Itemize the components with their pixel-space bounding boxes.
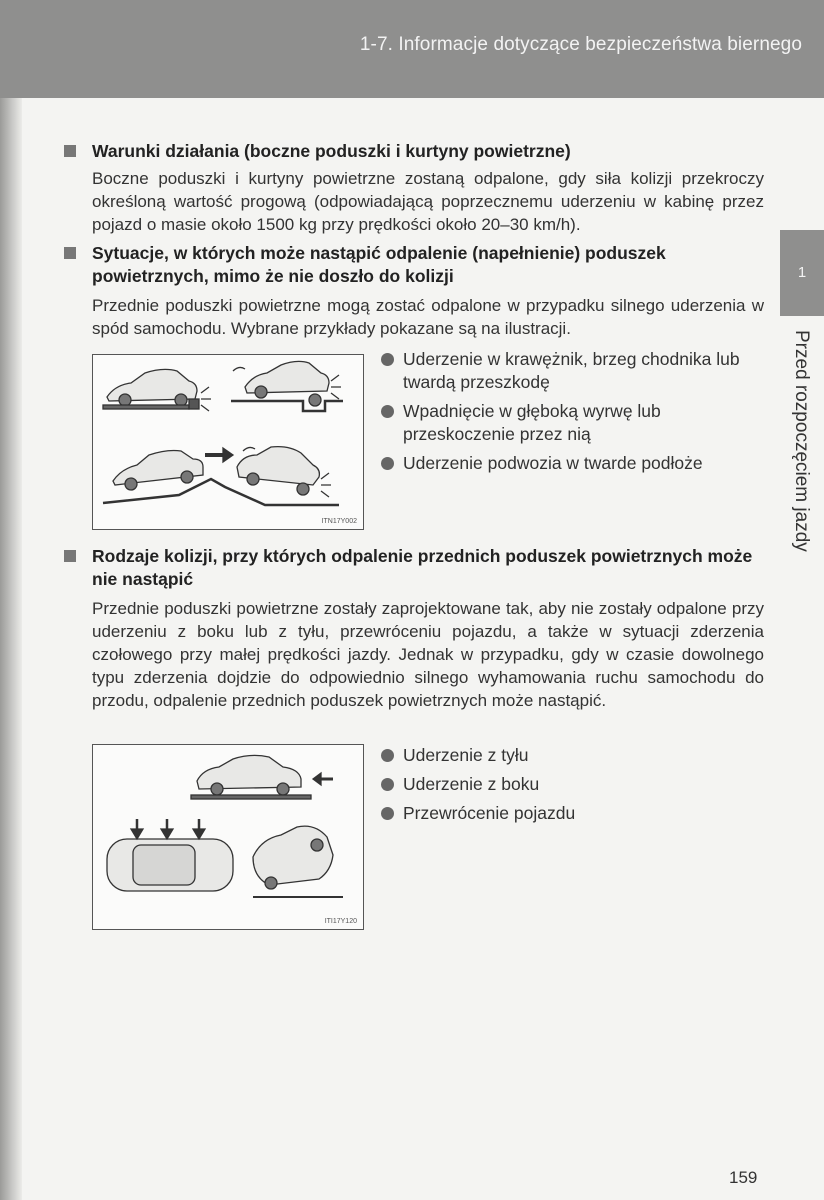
figure-code: ITN17Y002 [321, 518, 357, 525]
illustration-collision-types [92, 744, 364, 930]
round-bullet-icon [381, 405, 394, 418]
list-item: Uderzenie z tyłu [381, 744, 766, 767]
list-item: Uderzenie podwozia w twarde podłoże [381, 452, 766, 475]
page-header [0, 0, 824, 98]
section-body: Przednie poduszki powietrzne mogą zostać odpalone w przypadku silnego uderzenia w spód samochodu. Wybrane przykłady pokazane są na ilustracji. [92, 296, 764, 338]
section-no-deploy-collisions [64, 545, 764, 712]
round-bullet-icon [381, 749, 394, 762]
collision-types-illustration [93, 745, 363, 929]
square-bullet-icon [64, 550, 76, 562]
section-body: Boczne poduszki i kurtyny powietrzne zostaną odpalone, gdy siła kolizji przekroczy określoną wartość progową (odpowiadającą poprzecznemu uderzeniu w kabinę przez pojazd o masie około 1500 kg przy prędkości około 20–30 km/h). [92, 169, 764, 234]
round-bullet-icon [381, 457, 394, 470]
list-item: Uderzenie z boku [381, 773, 766, 796]
page-number: 159 [729, 1168, 758, 1187]
underbody-impact-list [381, 348, 766, 481]
figure-code: ITI17Y120 [324, 918, 357, 925]
list-item: Wpadnięcie w głęboką wyrwę lub przeskoczenie przez nią [381, 400, 766, 446]
chapter-side-label: Przed rozpoczęciem jazdy [791, 330, 812, 552]
chapter-tab-number: 1 [797, 264, 807, 281]
section-title: Sytuacje, w których może nastąpić odpalenie (napełnienie) poduszek powietrznych, mimo że nie doszło do kolizji [92, 243, 666, 286]
list-item: Przewrócenie pojazdu [381, 802, 766, 825]
round-bullet-icon [381, 778, 394, 791]
section-deploy-without-collision [64, 242, 764, 340]
square-bullet-icon [64, 145, 76, 157]
list-item: Uderzenie w krawężnik, brzeg chodnika lub twardą przeszkodę [381, 348, 766, 394]
round-bullet-icon [381, 807, 394, 820]
section-body: Przednie poduszki powietrzne zostały zaprojektowane tak, aby nie zostały odpalone przy uderzeniu z boku lub z tyłu, przewróceniu pojazdu, a także w sytuacji zderzenia czołowego przy małej prędkości jazdy. Jednak w przypadku, gdy w czasie dowolnego typu zderzenia dojdzie do odpowiednio silnego wyhamowania ruchu samochodu do przodu, odpalenie przednich poduszek powietrznych może nastąpić. [92, 599, 764, 710]
section-operating-conditions [64, 140, 764, 236]
section-title: Rodzaje kolizji, przy których odpalenie przednich poduszek powietrznych może nie nastąpić [92, 546, 753, 589]
round-bullet-icon [381, 353, 394, 366]
book-spine-shadow [0, 0, 22, 1200]
illustration-underbody-impacts [92, 354, 364, 530]
chapter-tab [780, 230, 824, 316]
square-bullet-icon [64, 247, 76, 259]
header-title: 1-7. Informacje dotyczące bezpieczeństwa biernego [359, 34, 802, 55]
car-impact-illustration [93, 355, 363, 529]
section-title: Warunki działania (boczne poduszki i kurtyny powietrzne) [92, 141, 571, 161]
collision-types-list [381, 744, 766, 831]
